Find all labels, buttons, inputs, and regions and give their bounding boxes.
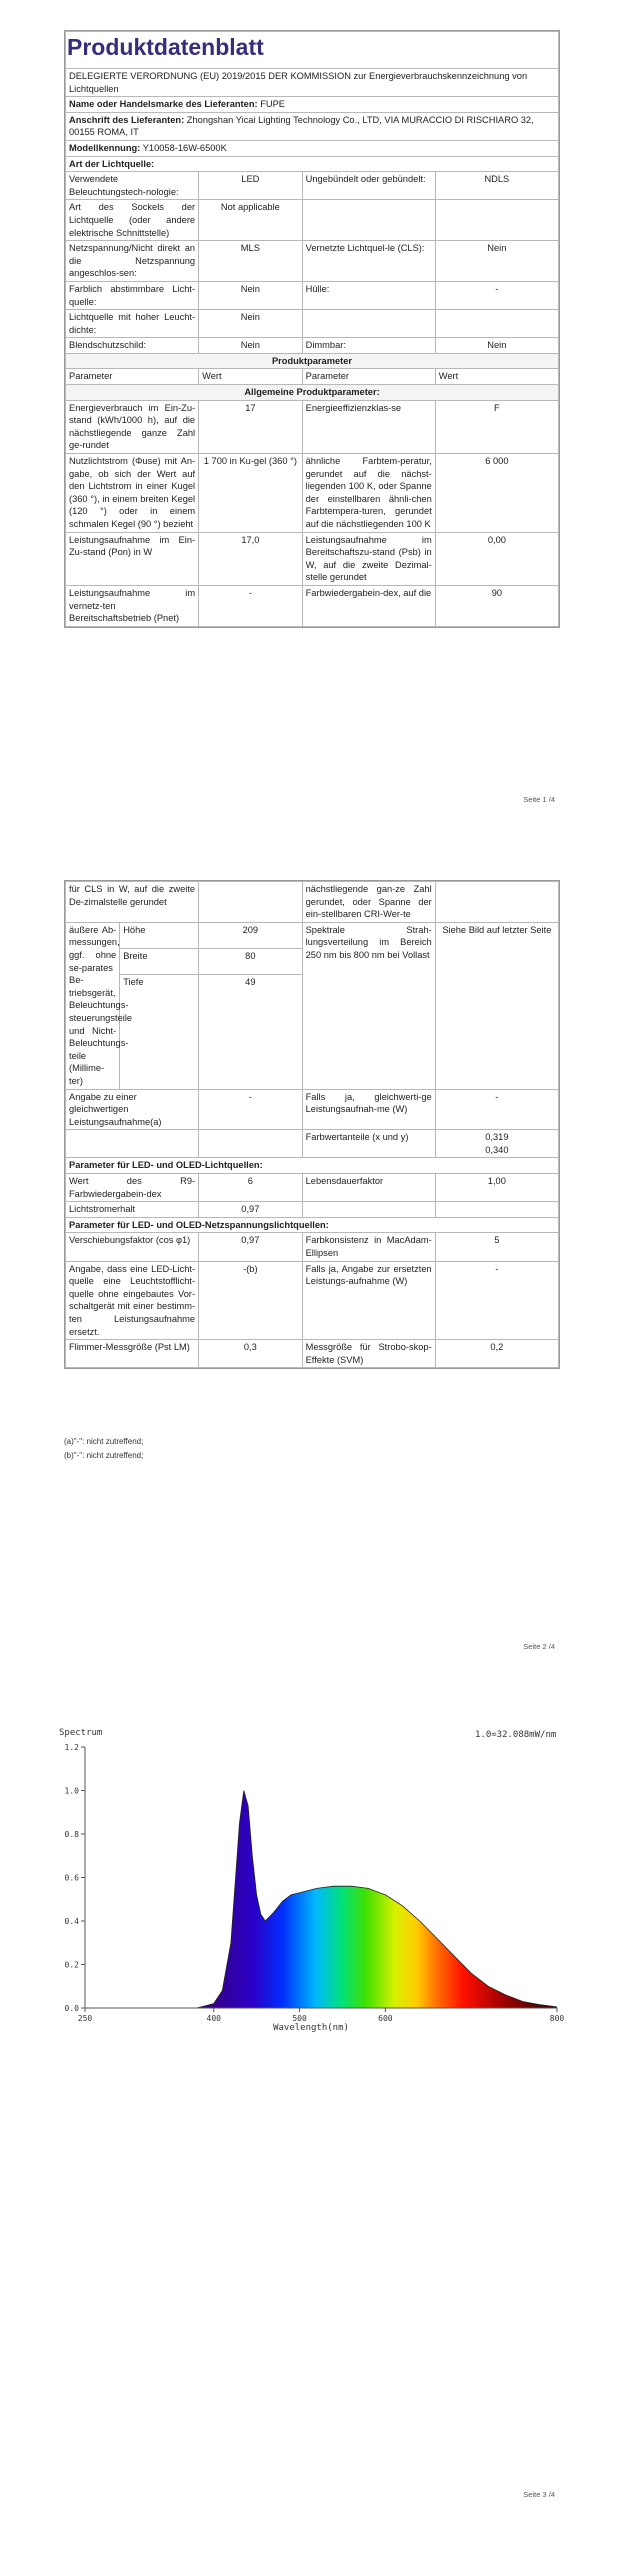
param-row: Angabe, dass eine LED-Licht-quelle eine Leuchtstofflicht-quelle ohne eingebautes Vor-schaltgerät mit einer bestimm-ten Leistungsaufnahme ersetzt. -(b) Falls ja, Angabe zur ersetzten Leistungs-aufnahme (W) - xyxy=(66,1261,559,1340)
type-row: Netzspannung/Nicht direkt an die Netzspannung angeschlos-sen: MLS Vernetzte Lichtquel-le (CLS): Nein xyxy=(66,241,559,282)
product-params-heading: Produktparameter xyxy=(66,353,559,369)
y-tick-label: 0.2 xyxy=(64,1960,79,1970)
datasheet-table-2 xyxy=(64,880,560,1369)
page-number: Seite 1 /4 xyxy=(523,795,555,804)
y-tick-label: 1.0 xyxy=(64,1786,79,1796)
param-row: Nutzlichtstrom (Φuse) mit An-gabe, ob sich der Wert auf den Lichtstrom in einer Kugel (360 °), in einem breiten Kegel (120 °) oder in einem schmalen Kegel (90 °) bezieht 1 700 in Ku-gel (360 °) ähnliche Farbtem-peratur, gerundet auf die nächst-liegenden 100 K, oder Spanne der einstellbaren ähnli-chen Farbtempera-turen, gerundet auf die nächstliegenden 100 K 6 000 xyxy=(66,454,559,533)
spectral-distribution-value: Siehe Bild auf letzter Seite xyxy=(435,922,558,1089)
chart-scale-note: 1.0=32.088mW/nm xyxy=(475,1730,557,1740)
x-tick-label: 600 xyxy=(378,2014,393,2023)
dimensions-row xyxy=(66,922,559,948)
spectrum-chart xyxy=(55,1725,565,2035)
type-row: Farblich abstimmbare Licht-quelle: Nein Hülle: - xyxy=(66,281,559,309)
y-tick-label: 1.2 xyxy=(64,1743,79,1752)
chart-title: Spectrum xyxy=(59,1728,103,1738)
continued-row: für CLS in W, auf die zweite De-zimalstelle gerundet nächstliegende gan-ze Zahl gerundet, oder Spanne der ein-stellbaren CRI-Wer-te xyxy=(66,882,559,923)
x-axis-label: Wavelength(nm) xyxy=(273,2023,349,2033)
footnote-a: (a)"-": nicht zutreffend; xyxy=(64,1437,144,1446)
param-row: Leistungsaufnahme im vernetz-ten Bereitschaftsbetrieb (Pnet) - Farbwiedergabein-dex, auf die 90 xyxy=(66,585,559,626)
param-row: Farbwertanteile (x und y) 0,319 0,340 xyxy=(66,1130,559,1158)
datasheet-table-1 xyxy=(64,30,560,628)
page-2 xyxy=(0,820,619,1660)
y-tick-label: 0.6 xyxy=(64,1873,79,1883)
param-row: Wert des R9-Farbwiedergabein-dex 6 Lebensdauerfaktor 1,00 xyxy=(66,1174,559,1202)
x-axis xyxy=(78,2008,565,2023)
x-tick-label: 800 xyxy=(549,2014,565,2023)
page-title: Produktdatenblatt xyxy=(67,34,264,60)
dimension-key: Tiefe xyxy=(120,974,199,1089)
spectrum-area xyxy=(197,1791,557,2009)
param-row: Verschiebungsfaktor (cos φ1) 0,97 Farbkonsistenz in MacAdam-Ellipsen 5 xyxy=(66,1233,559,1261)
regulation-text: DELEGIERTE VERORDNUNG (EU) 2019/2015 DER KOMMISSION zur Energieverbrauchskennzeichnung von Lichtquellen xyxy=(66,69,559,97)
dimension-key: Breite xyxy=(120,948,199,974)
y-axis xyxy=(65,1743,85,2013)
supplier-address-row: Anschrift des Lieferanten: Zhongshan Yicai Lighting Technology Co., LTD, VIA MURACCIO DI RISCHIARO 32, 00155 ROMA, IT xyxy=(66,112,559,140)
supplier-name-row: Name oder Handelsmarke des Lieferanten: FUPE xyxy=(66,97,559,113)
y-tick-label: 0.4 xyxy=(64,1917,79,1926)
page-number: Seite 2 /4 xyxy=(523,1642,555,1651)
type-heading: Art der Lichtquelle: xyxy=(66,156,559,172)
dimension-value: 209 xyxy=(199,922,303,948)
dimension-value: 80 xyxy=(199,948,303,974)
param-row: Flimmer-Messgröße (Pst LM) 0,3 Messgröße für Strobo-skop-Effekte (SVM) 0,2 xyxy=(66,1340,559,1368)
column-header-row: Parameter Wert Parameter Wert xyxy=(66,369,559,385)
x-tick-label: 500 xyxy=(292,2014,307,2023)
param-row: Angabe zu einer gleichwertigen Leistungsaufnahme(a) - Falls ja, gleichwerti-ge Leistungsaufnah-me (W) - xyxy=(66,1089,559,1130)
type-row: Art des Sockels der Lichtquelle (oder andere elektrische Schnittstelle) Not applicable xyxy=(66,200,559,241)
y-tick-label: 0.8 xyxy=(64,1830,79,1839)
page-number: Seite 3 /4 xyxy=(523,2490,555,2499)
dimension-value: 49 xyxy=(199,974,303,1089)
param-row: Leistungsaufnahme im Ein-Zu-stand (Pon) in W 17,0 Leistungsaufnahme im Bereitschaftszu-stand (Psb) in W, auf die zweite Dezimal-stelle gerundet 0,00 xyxy=(66,532,559,585)
type-row: Blendschutzschild: Nein Dimmbar: Nein xyxy=(66,338,559,354)
param-row: Lichtstromerhalt 0,97 xyxy=(66,1202,559,1218)
dimension-key: Höhe xyxy=(120,922,199,948)
model-row: Modellkennung: Y10058-16W-6500K xyxy=(66,140,559,156)
footnotes xyxy=(64,1435,143,1463)
general-params-heading: Allgemeine Produktparameter: xyxy=(66,385,559,401)
type-row: Verwendete Beleuchtungstech-nologie: LED Ungebündelt oder gebündelt: NDLS xyxy=(66,172,559,200)
x-tick-label: 250 xyxy=(77,2014,93,2023)
page-1 xyxy=(0,0,619,820)
led-params-heading: Parameter für LED- und OLED-Lichtquellen: xyxy=(66,1158,559,1174)
x-tick-label: 400 xyxy=(206,2014,221,2023)
dimensions-label: äußere Ab-messungen, ggf. ohne se-parates Be-triebsgerät, Beleuchtungs-steuerungsteile und Nicht-Beleuchtungs-teile (Millime-ter) xyxy=(66,922,120,1089)
spectral-distribution-label: Spektrale Strah-lungsverteilung im Bereich 250 nm bis 800 nm bei Vollast xyxy=(302,922,435,1089)
mains-params-heading: Parameter für LED- und OLED-Netzspannungslichtquellen: xyxy=(66,1217,559,1233)
footnote-b: (b)"-": nicht zutreffend; xyxy=(64,1451,144,1460)
type-row: Lichtquelle mit hoher Leucht-dichte: Nein xyxy=(66,310,559,338)
param-row: Energieverbrauch im Ein-Zu-stand (kWh/1000 h), auf die nächstliegende ganze Zahl ge-rundet 17 Energieeffizienzklas-se F xyxy=(66,400,559,453)
y-tick-label: 0.0 xyxy=(64,2004,79,2013)
